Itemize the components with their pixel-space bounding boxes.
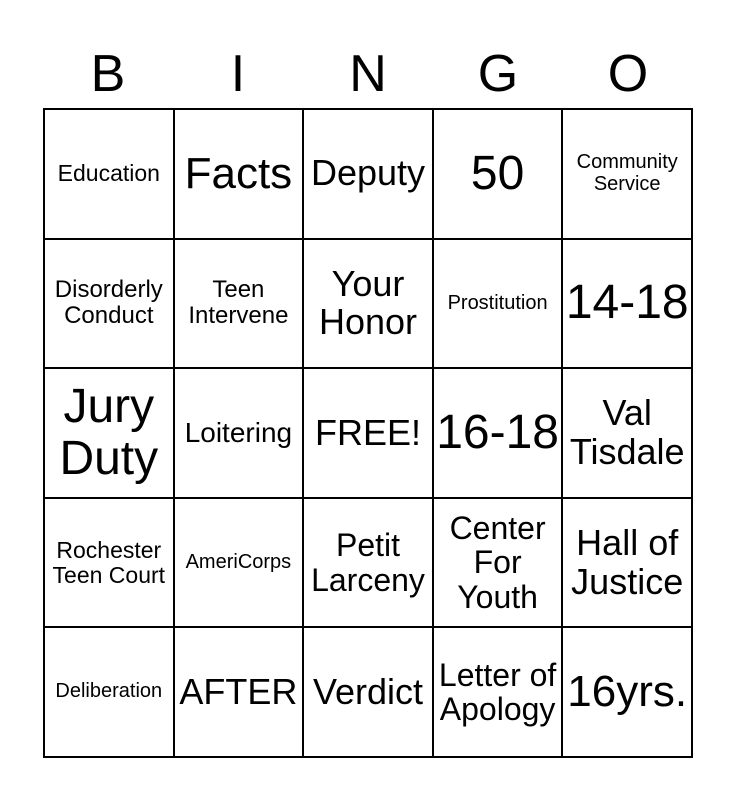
bingo-cell[interactable] [175, 628, 305, 758]
bingo-cell[interactable] [434, 240, 564, 370]
cell-label: Hall of Justice [571, 521, 684, 602]
cell-label: Deputy [310, 152, 426, 194]
bingo-cell[interactable] [175, 499, 305, 629]
cell-label: 16yrs. [567, 667, 688, 717]
header-letter-o: O [607, 45, 649, 103]
cell-label: AFTER [179, 670, 298, 712]
header-letter-b: B [90, 45, 126, 103]
bingo-cell free-space[interactable] [304, 369, 434, 499]
bingo-cell[interactable] [45, 499, 175, 629]
bingo-cell[interactable] [45, 369, 175, 499]
bingo-cell[interactable] [563, 369, 693, 499]
bingo-cell[interactable] [563, 110, 693, 240]
bingo-cell[interactable] [175, 369, 305, 499]
bingo-cell[interactable] [434, 110, 564, 240]
cell-label: 50 [470, 146, 525, 200]
bingo-cell[interactable] [434, 499, 564, 629]
bingo-cell[interactable] [304, 110, 434, 240]
cell-label: Disorderly Conduct [54, 276, 163, 330]
bingo-cell[interactable] [45, 628, 175, 758]
bingo-cell[interactable] [45, 110, 175, 240]
bingo-cell[interactable] [45, 240, 175, 370]
header-letter-g: G [477, 45, 519, 103]
header-letter-i: I [230, 45, 246, 103]
bingo-cell[interactable] [175, 110, 305, 240]
bingo-cell[interactable] [434, 369, 564, 499]
bingo-grid [43, 108, 693, 758]
cell-label: 16-18 [436, 406, 559, 460]
bingo-header [43, 40, 693, 108]
bingo-cell[interactable] [304, 240, 434, 370]
cell-label: Community Service [576, 151, 678, 195]
cell-label: Jury Duty [59, 380, 159, 485]
bingo-cell[interactable] [563, 628, 693, 758]
cell-label: Prostitution [447, 291, 548, 314]
cell-label: 14-18 [565, 276, 689, 330]
cell-label: AmeriCorps [185, 550, 292, 573]
bingo-cell[interactable] [175, 240, 305, 370]
cell-label: Your Honor [318, 262, 418, 343]
cell-label: Verdict [312, 670, 424, 712]
cell-label: Education [57, 160, 160, 187]
bingo-cell[interactable] [304, 628, 434, 758]
bingo-cell[interactable] [304, 499, 434, 629]
cell-label: Center For Youth [449, 509, 546, 615]
bingo-cell[interactable] [434, 628, 564, 758]
cell-label: Teen Intervene [188, 276, 289, 330]
cell-label: Rochester Teen Court [52, 536, 166, 588]
bingo-cell[interactable] [563, 499, 693, 629]
cell-label: Loitering [184, 416, 293, 448]
bingo-cell[interactable] [563, 240, 693, 370]
cell-label: Facts [184, 149, 293, 199]
header-letter-n: N [349, 45, 387, 103]
cell-label: Petit Larceny [311, 527, 425, 598]
free-space-label: FREE! [314, 411, 421, 453]
cell-label: Deliberation [55, 680, 163, 703]
cell-label: Letter of Apology [438, 656, 557, 728]
cell-label: Val Tisdale [569, 392, 685, 472]
